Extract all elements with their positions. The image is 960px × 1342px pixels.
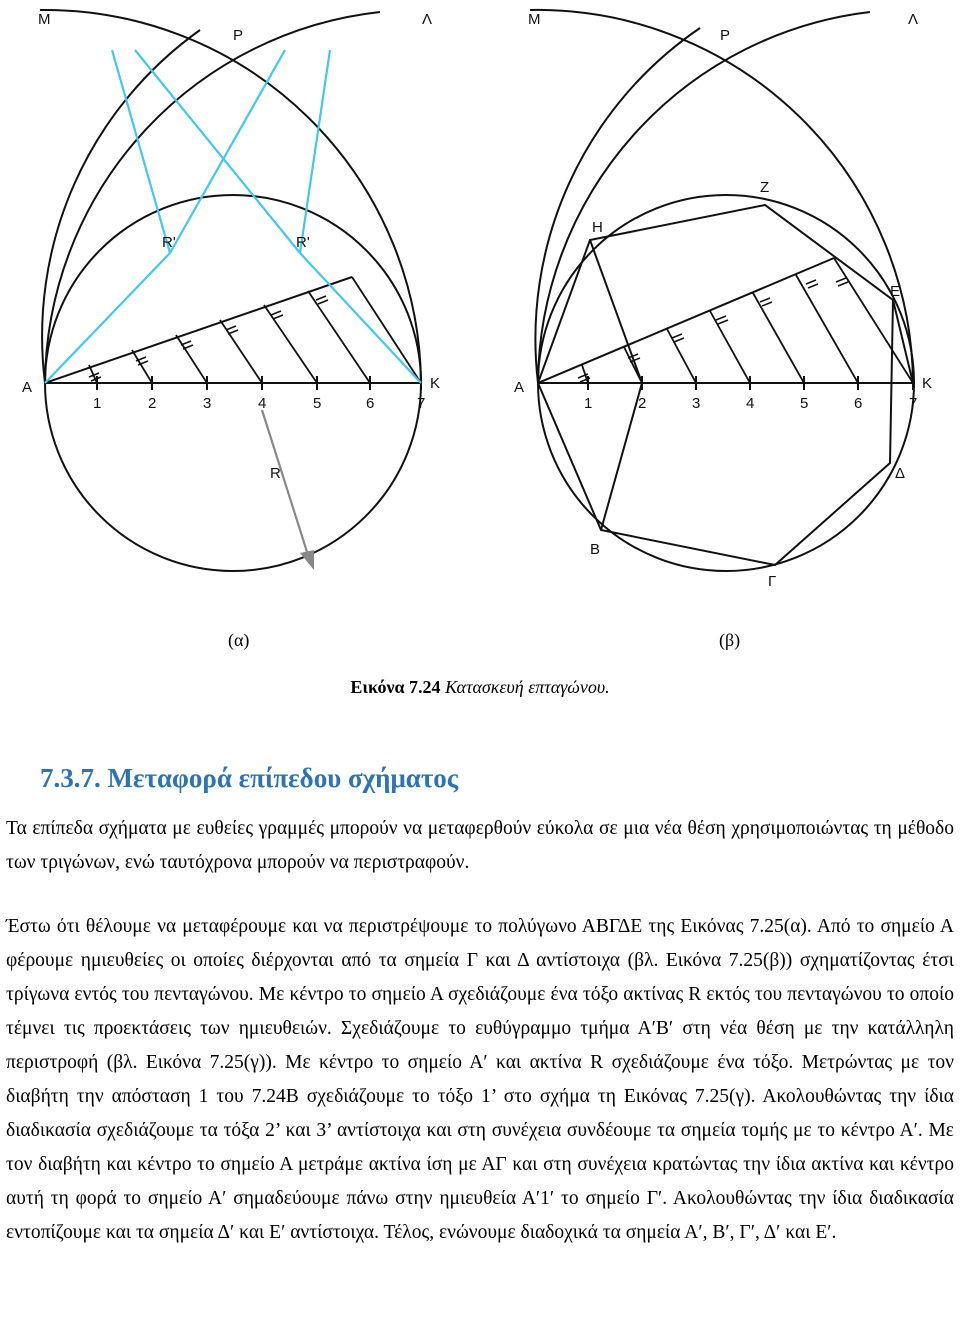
- label-b-D: Δ: [895, 465, 906, 482]
- figure-caption-text: Κατασκευή επταγώνου.: [445, 677, 610, 697]
- tick-label-b: 6: [854, 395, 863, 412]
- heptagon-b: [538, 205, 893, 565]
- label-b-A: A: [514, 379, 525, 396]
- subcaption-b: (β): [719, 630, 741, 650]
- paragraph-1-text: Τα επίπεδα σχήματα με ευθείες γραμμές μπορούν να μεταφερθούν εύκολα σε μια νέα θέση χρησιμοποιώντας τη μέθοδο των τριγώνων, ενώ ταυτόχρονα μπορούν να περιστραφούν.: [6, 818, 954, 873]
- label-a-R1: R': [162, 234, 176, 251]
- label-a-A: A: [22, 379, 33, 396]
- tick-label-a: 5: [313, 395, 322, 412]
- hash-marks-a: [89, 296, 328, 381]
- label-b-K: K: [922, 375, 933, 392]
- label-a-M: M: [38, 11, 51, 28]
- label-a-R2: R': [296, 234, 310, 251]
- subcaption-a: (α): [228, 630, 250, 650]
- label-a-P: P: [233, 27, 244, 44]
- label-b-G: Γ: [768, 573, 777, 590]
- tick-label-b: 2: [638, 395, 647, 412]
- figure-caption-label: Εικόνα 7.24: [350, 677, 441, 697]
- arc-right-b: [530, 10, 913, 383]
- section-heading: 7.3.7. Μεταφορά επίπεδου σχήματος: [40, 763, 459, 793]
- tick-label-a: 3: [203, 395, 212, 412]
- arc-right-a-end: [45, 12, 380, 383]
- figure-7-24: [0, 0, 960, 660]
- tick-label-a: 6: [366, 395, 375, 412]
- arc-left-b: [535, 28, 700, 383]
- figure-b: [530, 10, 914, 571]
- label-b-Z: Z: [760, 179, 770, 196]
- label-b-H: H: [592, 219, 603, 236]
- label-b-P: P: [720, 27, 731, 44]
- labels-a: [22, 11, 440, 482]
- tick-label-b: 7: [909, 395, 918, 412]
- label-b-L: Λ: [908, 11, 919, 28]
- tick-label-b: 4: [746, 395, 755, 412]
- figure-caption: [0, 677, 960, 698]
- diag-b2: [590, 240, 642, 383]
- paragraph-2: [6, 910, 954, 1250]
- label-a-L: Λ: [422, 11, 433, 28]
- paragraph-2-text: Έστω ότι θέλουμε να μεταφέρουμε και να περιστρέψουμε το πολύγωνο ΑΒΓΔΕ της Εικόνας 7.25(α). Από το σημείο Α φέρουμε ημιευθείες οι οποίες διέρχονται από τα σημεία Γ και Δ αντίστοιχα (βλ. Εικόνα 7.25(β)) σχηματίζοντας έτσι τρίγωνα εντός του πενταγώνου. Με κέντρο το σημείο Α σχεδιάζουμε ένα τόξο ακτίνας R εκτός του πενταγώνου το οποίο τέμνει τις προεκτάσεις των ημιευθειών. Σχεδιάζουμε το ευθύγραμμο τμήμα Α′Β′ στη νέα θέση με την κατάλληλη περιστροφή (βλ. Εικόνα 7.25(γ)). Με κέντρο το σημείο Α′ και ακτίνα R σχεδιάζουμε ένα τόξο. Μετρώντας με τον διαβήτη την απόσταση 1 του 7.24Β σχεδιάζουμε το τόξο 1’ στο σχήμα τη Εικόνας 7.25(γ). Ακολουθώντας την ίδια διαδικασία σχεδιάζουμε τα τόξα 2’ και 3’ αντίστοιχα και στη συνέχεια συνδέουμε τα σημεία τομής με το κέντρο Α′. Με τον διαβήτη και κέντρο το σημείο Α μετράμε ακτίνα ίση με ΑΓ και στη συνέχεια κρατώντας την ίδια ακτίνα και κέντρο αυτή τη φορά το σημείο Α′ σημαδεύουμε πάνω στην ημιευθεία Α′1′ το σημείο Γ′. Ακολουθώντας την ίδια διαδικασία εντοπίζουμε και τα σημεία Δ′ και Ε′ αντίστοιχα. Τέλος, ενώνουμε διαδοχικά τα σημεία Α′, Β′, Γ′, Δ′ και Ε′.: [6, 916, 954, 1243]
- tick-label-a: 1: [93, 395, 102, 412]
- label-b-E: E: [890, 283, 901, 300]
- label-b-B: B: [590, 541, 601, 558]
- paragraph-1: [6, 812, 954, 880]
- tick-label-a: 2: [148, 395, 157, 412]
- figure-a: [40, 10, 421, 571]
- label-a-R: R: [270, 465, 281, 482]
- diag-b1: [601, 383, 642, 530]
- tick-label-a: 7: [417, 395, 426, 412]
- label-a-K: K: [430, 375, 441, 392]
- tick-label-b: 3: [692, 395, 701, 412]
- radius-arrow-a: [262, 410, 314, 570]
- arc-left-b-end: [538, 12, 870, 383]
- tick-label-a: 4: [258, 395, 267, 412]
- tick-label-b: 5: [800, 395, 809, 412]
- label-b-M: M: [528, 11, 541, 28]
- construction-lines-a: [45, 50, 421, 383]
- tick-label-b: 1: [584, 395, 593, 412]
